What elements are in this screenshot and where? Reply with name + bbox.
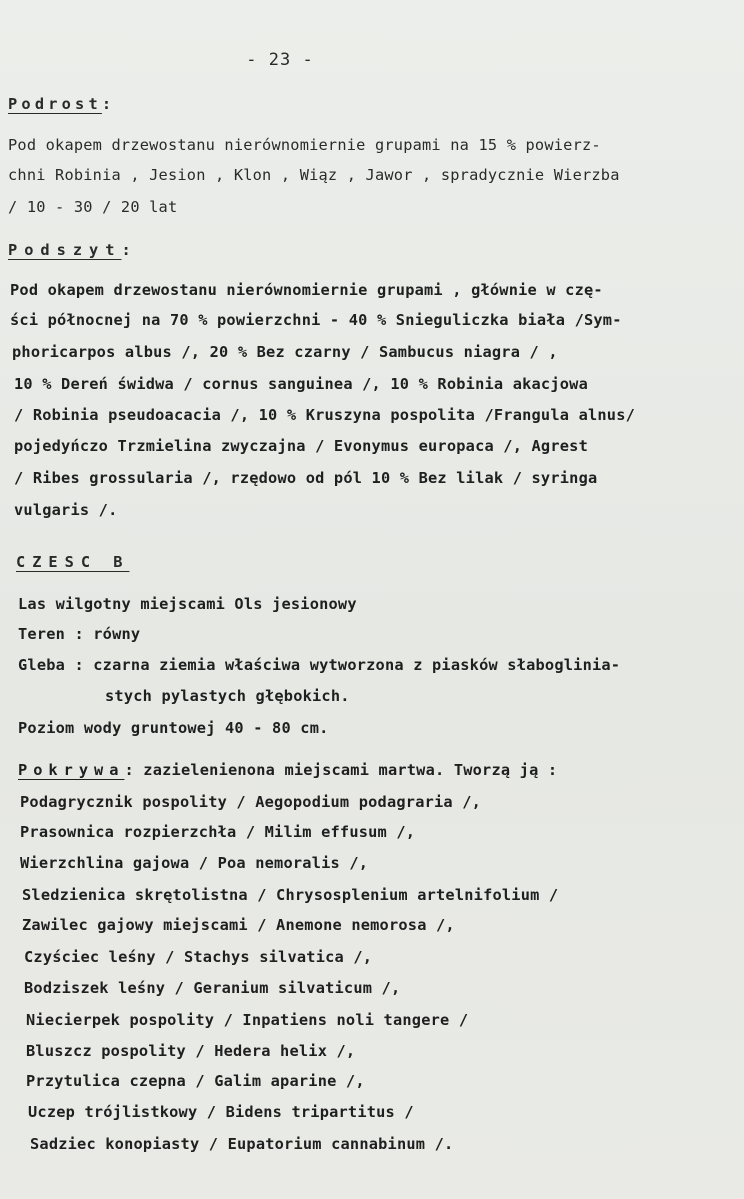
podszyt-line-1: Pod okapem drzewostanu nierównomiernie grupami , głównie w czę- xyxy=(10,281,603,299)
podszyt-line-2: ści północnej na 70 % powierzchni - 40 % Snieguliczka biała /Sym- xyxy=(10,311,622,329)
pokrywa-item-5: Zawilec gajowy miejscami / Anemone nemorosa /, xyxy=(22,916,455,934)
pokrywa-item-8: Niecierpek pospolity / Inpatiens noli tangere / xyxy=(26,1011,469,1029)
pokrywa-item-7: Bodziszek leśny / Geranium silvaticum /, xyxy=(24,979,401,997)
heading-label: CZESC B xyxy=(16,553,130,571)
czesc-b-line-4: stych pylastych głębokich. xyxy=(105,687,350,705)
pokrywa-item-2: Prasownica rozpierzchła / Milim effusum /, xyxy=(20,823,416,841)
podrost-line-2: chni Robinia , Jesion , Klon , Wiąz , Jawor , spradycznie Wierzba xyxy=(8,166,620,184)
pokrywa-heading xyxy=(18,760,557,780)
pokrywa-item-3: Wierzchlina gajowa / Poa nemoralis /, xyxy=(20,854,369,872)
czesc-b-line-2: Teren : równy xyxy=(18,625,141,643)
podszyt-line-8: vulgaris /. xyxy=(14,501,118,519)
pokrywa-item-10: Przytulica czepna / Galim aparine /, xyxy=(26,1072,365,1090)
podszyt-line-6: pojedyńczo Trzmielina zwyczajna / Evonymus europaca /, Agrest xyxy=(14,437,588,455)
heading-label: Pokrywa xyxy=(18,761,125,779)
pokrywa-intro: zazielenienona miejscami martwa. Tworzą ją : xyxy=(133,761,558,779)
czesc-b-line-1: Las wilgotny miejscami Ols jesionowy xyxy=(18,595,357,613)
pokrywa-item-9: Bluszcz pospolity / Hedera helix /, xyxy=(26,1042,356,1060)
podszyt-line-5: / Robinia pseudoacacia /, 10 % Kruszyna pospolita /Frangula alnus/ xyxy=(14,406,636,424)
pokrywa-item-1: Podagrycznik pospolity / Aegopodium podagraria /, xyxy=(20,793,482,811)
section-heading-podszyt xyxy=(8,240,131,260)
heading-label: Podrost xyxy=(8,95,102,113)
pokrywa-item-4: Sledzienica skrętolistna / Chrysosplenium artelnifolium / xyxy=(22,886,559,904)
podrost-line-1: Pod okapem drzewostanu nierównomiernie grupami na 15 % powierz- xyxy=(8,136,601,154)
pokrywa-item-12: Sadziec konopiasty / Eupatorium cannabinum /. xyxy=(30,1135,454,1153)
czesc-b-line-5: Poziom wody gruntowej 40 - 80 cm. xyxy=(18,719,329,737)
podszyt-line-3: phoricarpos albus /, 20 % Bez czarny / Sambucus niagra / , xyxy=(12,343,558,361)
section-heading-podrost xyxy=(8,94,111,114)
pokrywa-item-6: Czyściec leśny / Stachys silvatica /, xyxy=(24,948,373,966)
section-heading-czesc-b xyxy=(16,552,129,572)
podszyt-line-7: / Ribes grossularia /, rzędowo od pól 10 % Bez lilak / syringa xyxy=(14,469,598,487)
pokrywa-item-11: Uczep trójlistkowy / Bidens tripartitus / xyxy=(28,1103,414,1121)
podrost-line-3: / 10 - 30 / 20 lat xyxy=(8,198,178,216)
heading-colon: : xyxy=(121,241,131,259)
czesc-b-line-3: Gleba : czarna ziemia właściwa wytworzona z piasków słaboglinia- xyxy=(18,656,621,674)
page-number: - 23 - xyxy=(246,50,314,70)
podszyt-line-4: 10 % Dereń świdwa / cornus sanguinea /, 10 % Robinia akacjowa xyxy=(14,375,588,393)
heading-colon: : xyxy=(101,95,112,113)
heading-label: Podszyt xyxy=(8,241,122,259)
heading-colon: : xyxy=(124,761,134,779)
